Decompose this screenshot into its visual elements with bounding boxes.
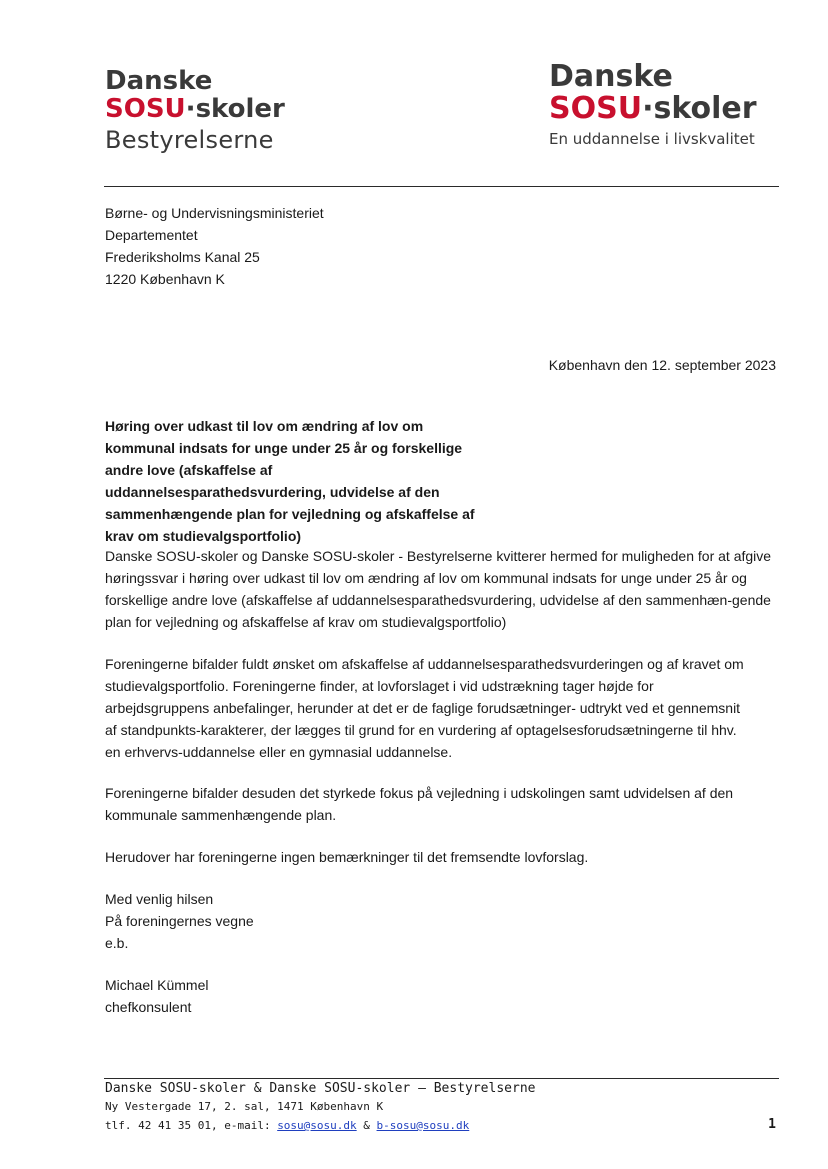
logo-left-word-sosu-skoler bbox=[105, 96, 285, 122]
recipient-line-1: Børne- og Undervisningsministeriet bbox=[105, 205, 324, 221]
logo-danske-sosu-skoler bbox=[549, 59, 757, 148]
logo-left-sosu: SOSU bbox=[105, 94, 186, 124]
logo-right-skoler: skoler bbox=[653, 91, 757, 126]
logo-right-separator: · bbox=[642, 91, 654, 126]
subject-heading: Høring over udkast til lov om ændring af lov om kommunal indsats for unge under 25 år og forskellige andre love (afskaffelse af uddannelsesparathedsvurdering, udvidelse af den sammenhængende plan for vejledning og afskaffelse af krav om studievalgsportfolio) bbox=[105, 418, 475, 544]
signature-name: Michael Kümmel bbox=[105, 977, 209, 993]
logo-right-tagline: En uddannelse i livskvalitet bbox=[549, 130, 755, 148]
signature-title: chefkonsulent bbox=[105, 999, 192, 1015]
body-paragraph-3: Foreningerne bifalder desuden det styrkede fokus på vejledning i udskolingen samt udvidelsen af den kommunale sammenhængende plan. bbox=[105, 785, 734, 823]
logo-right-word-sosu-skoler bbox=[549, 91, 757, 126]
footer-address: Ny Vestergade 17, 2. sal, 1471 København K bbox=[105, 1100, 384, 1113]
body-paragraph-1: Danske SOSU-skoler og Danske SOSU-skoler - Bestyrelserne kvitterer hermed for muligheden for at afgive høringssvar i høring over udkast til lov om ændring af lov om kommunal indsats for unge under 25 år og forskellige andre love (afskaffelse af uddannelsesparathedsvurdering, udvidelse af den sammenhæn-gende plan for vejledning og afskaffelse af krav om studievalgsportfolio) bbox=[105, 548, 772, 630]
footer-org: Danske SOSU-skoler & Danske SOSU-skoler – Bestyrelserne bbox=[105, 1081, 536, 1096]
closing-line-3: e.b. bbox=[105, 935, 129, 951]
closing-line-1: Med venlig hilsen bbox=[105, 891, 214, 907]
footer-phone: tlf. 42 41 35 01, e-mail: bbox=[105, 1119, 278, 1132]
body-paragraph-2: Foreningerne bifalder fuldt ønsket om afskaffelse af uddannelsesparathedsvurderingen og af kravet om studievalgsportfolio. Foreningerne finder, at lovforslaget i vid udstrækning tager højde for arbejdsgruppens anbefalinger, herunder at det er de faglige forudsætninger- udtrykt ved et gennemsnit af standpunkts-karakterer, der lægges til grund for en vurdering af optagelsesforudsætningerne til hhv. en erhvervs-uddannelse eller en gymnasial uddannelse. bbox=[105, 656, 744, 760]
signature-block bbox=[105, 974, 208, 1018]
closing-line-2: På foreningernes vegne bbox=[105, 913, 254, 929]
page-number: 1 bbox=[768, 1117, 776, 1132]
body-paragraph-4: Herudover har foreningerne ingen bemærkninger til det fremsendte lovforslag. bbox=[105, 849, 589, 865]
footer-ampersand: & bbox=[356, 1119, 377, 1132]
header-divider bbox=[104, 186, 779, 187]
date-line: København den 12. september 2023 bbox=[548, 357, 776, 373]
closing-block bbox=[105, 888, 254, 954]
footer-contact bbox=[105, 1119, 469, 1132]
recipient-line-2: Departementet bbox=[105, 227, 198, 243]
footer-email-link-2[interactable]: b-sosu@sosu.dk bbox=[376, 1119, 470, 1132]
logo-left-subtitle: Bestyrelserne bbox=[105, 126, 274, 154]
logo-left-separator: · bbox=[185, 94, 196, 124]
recipient-line-3: Frederiksholms Kanal 25 bbox=[105, 249, 260, 265]
footer-email-link-1[interactable]: sosu@sosu.dk bbox=[277, 1119, 357, 1132]
logo-left-word-danske: Danske bbox=[105, 66, 213, 96]
recipient-address bbox=[105, 202, 324, 290]
logo-right-sosu: SOSU bbox=[549, 91, 643, 126]
recipient-line-4: 1220 København K bbox=[105, 271, 225, 287]
logo-bestyrelserne bbox=[105, 68, 285, 154]
logo-left-skoler: skoler bbox=[195, 94, 285, 124]
footer-divider bbox=[104, 1078, 779, 1079]
logo-right-word-danske: Danske bbox=[549, 59, 673, 94]
